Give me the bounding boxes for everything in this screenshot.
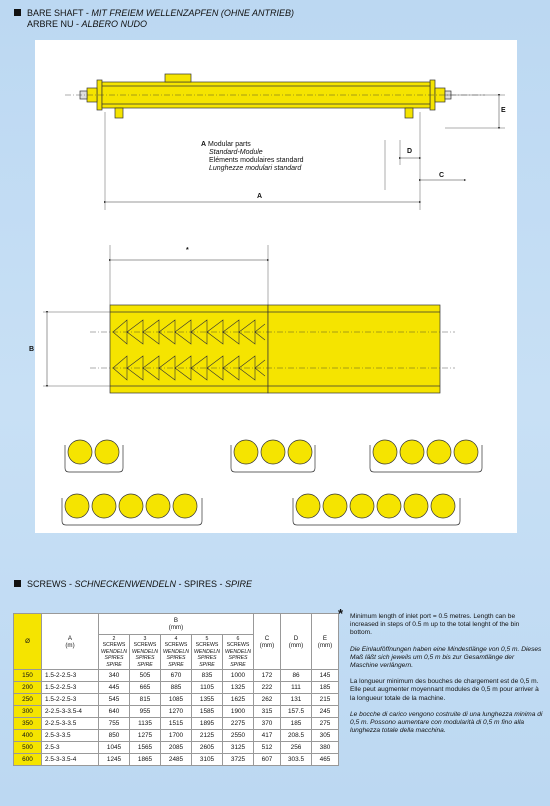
- col-header-d: D (mm): [281, 614, 312, 670]
- table-row: [14, 754, 339, 766]
- table-row: [14, 706, 339, 718]
- table-row: [14, 670, 339, 682]
- table-cell: 315: [254, 706, 281, 718]
- table-row: [14, 730, 339, 742]
- top-view: [43, 245, 455, 393]
- col-header-screws-3: 3 SCREWS WENDELN SPIRES SPIRE: [130, 635, 161, 670]
- table-row: [14, 742, 339, 754]
- table-cell: 835: [192, 670, 223, 682]
- table-cell: 2.5-3: [42, 742, 99, 754]
- table-cell: 275: [312, 718, 339, 730]
- row-diameter-cell: 300: [14, 706, 42, 718]
- table-cell: 2605: [192, 742, 223, 754]
- table-cell: 955: [130, 706, 161, 718]
- table-cell: 417: [254, 730, 281, 742]
- table-cell: 2125: [192, 730, 223, 742]
- table-cell: 222: [254, 682, 281, 694]
- table-row: [14, 682, 339, 694]
- table-cell: 1355: [192, 694, 223, 706]
- row-diameter-cell: 150: [14, 670, 42, 682]
- table-cell: 640: [99, 706, 130, 718]
- dim-label-star: *: [186, 247, 189, 254]
- table-cell: 185: [312, 682, 339, 694]
- notes-block: [338, 606, 543, 743]
- note-english: Minimum length of inlet port = 0.5 metres. Length can be increased in steps of 0.5 m up to the total lenght of the bin bottom.: [350, 613, 520, 637]
- table-cell: 665: [130, 682, 161, 694]
- section-subheader-arbre-nu: ARBRE NU - ALBERO NUDO: [27, 19, 148, 29]
- col-header-b: B (mm): [99, 614, 254, 635]
- table-cell: 1.5-2-2.5-3: [42, 682, 99, 694]
- dim-label-d: D: [407, 148, 413, 155]
- table-cell: 3725: [223, 754, 254, 766]
- table-cell: 850: [99, 730, 130, 742]
- table-cell: 2-2.5-3-3.5-4: [42, 706, 99, 718]
- row-diameter-cell: 200: [14, 682, 42, 694]
- col-header-screws-4: 4 SCREWS WENDELN SPIRES SPIRE: [161, 635, 192, 670]
- table-cell: 256: [281, 742, 312, 754]
- table-cell: 465: [312, 754, 339, 766]
- table-cell: 370: [254, 718, 281, 730]
- table-cell: 607: [254, 754, 281, 766]
- table-cell: 262: [254, 694, 281, 706]
- cross-sections: [62, 440, 482, 525]
- table-cell: 157.5: [281, 706, 312, 718]
- table-cell: 1900: [223, 706, 254, 718]
- table-cell: 111: [281, 682, 312, 694]
- table-cell: 2-2.5-3-3.5: [42, 718, 99, 730]
- table-cell: 1045: [99, 742, 130, 754]
- table-cell: 1135: [130, 718, 161, 730]
- table-cell: 1.5-2-2.5-3: [42, 670, 99, 682]
- screw-spec-table: [13, 613, 339, 766]
- table-cell: 3125: [223, 742, 254, 754]
- table-cell: 145: [312, 670, 339, 682]
- table-cell: 1000: [223, 670, 254, 682]
- section-header-screws: SCREWS - SCHNECKENWENDELN - SPIRES - SPIRE: [14, 579, 252, 590]
- table-cell: 1865: [130, 754, 161, 766]
- col-header-screws-6: 6 SCREWS WENDELN SPIRES SPIRE: [223, 635, 254, 670]
- col-header-screws-5: 5 SCREWS WENDELN SPIRES SPIRE: [192, 635, 223, 670]
- table-cell: 303.5: [281, 754, 312, 766]
- table-cell: 885: [161, 682, 192, 694]
- technical-drawing-panel: [29, 40, 517, 533]
- table-cell: 2.5-3-3.5: [42, 730, 99, 742]
- row-diameter-cell: 500: [14, 742, 42, 754]
- note-french: La longueur minimum des bouches de chargement est de 0,5 m. Elle peut augmenter moyennant modules de 0,5 m pour arriver à la longueur totale de la machine.: [350, 678, 539, 702]
- table-cell: 3105: [192, 754, 223, 766]
- table-cell: 512: [254, 742, 281, 754]
- table-cell: 215: [312, 694, 339, 706]
- table-cell: 2485: [161, 754, 192, 766]
- table-cell: 445: [99, 682, 130, 694]
- col-header-a: A (m): [42, 614, 99, 670]
- table-cell: 305: [312, 730, 339, 742]
- table-row: [14, 694, 339, 706]
- note-german: Die Einlauföffnungen haben eine Mindestlänge von 0,5 m. Dieses Maß läßt sich jeweils um 0,5 m bis zur Gesamtlänge der Maschine verlängern.: [350, 645, 542, 670]
- row-diameter-cell: 350: [14, 718, 42, 730]
- table-cell: 1105: [192, 682, 223, 694]
- row-diameter-cell: 250: [14, 694, 42, 706]
- table-cell: 815: [130, 694, 161, 706]
- table-cell: 86: [281, 670, 312, 682]
- table-cell: 505: [130, 670, 161, 682]
- section-header-bare-shaft: BARE SHAFT - MIT FREIEM WELLENZAPFEN (OHNE ANTRIEB): [14, 8, 294, 19]
- dim-label-e: E: [501, 107, 506, 114]
- table-cell: 131: [281, 694, 312, 706]
- dim-label-c: C: [439, 172, 445, 179]
- table-cell: 380: [312, 742, 339, 754]
- table-cell: 245: [312, 706, 339, 718]
- table-cell: 208.5: [281, 730, 312, 742]
- table-cell: 2275: [223, 718, 254, 730]
- table-cell: 1565: [130, 742, 161, 754]
- table-cell: 1085: [161, 694, 192, 706]
- table-cell: 1515: [161, 718, 192, 730]
- table-cell: 1245: [99, 754, 130, 766]
- dim-label-a: A: [257, 193, 263, 200]
- row-diameter-cell: 600: [14, 754, 42, 766]
- table-row: [14, 718, 339, 730]
- table-cell: 2550: [223, 730, 254, 742]
- bullet-square-icon: [14, 580, 21, 587]
- table-cell: 1275: [130, 730, 161, 742]
- table-cell: 1325: [223, 682, 254, 694]
- table-cell: 1.5-2-2.5-3: [42, 694, 99, 706]
- table-cell: 1625: [223, 694, 254, 706]
- table-cell: 185: [281, 718, 312, 730]
- table-cell: 340: [99, 670, 130, 682]
- note-italian: Le bocche di carico vengono costruite di una lunghezza minima di 0,5 m. Possono aumentare con modularità di 0,5 m fino alla lunghezza totale della macchina.: [350, 710, 543, 735]
- table-cell: 1895: [192, 718, 223, 730]
- col-header-e: E (mm): [312, 614, 339, 670]
- table-cell: 172: [254, 670, 281, 682]
- table-cell: 545: [99, 694, 130, 706]
- table-cell: 2.5-3-3.5-4: [42, 754, 99, 766]
- table-cell: 1585: [192, 706, 223, 718]
- dim-label-b: B: [29, 346, 35, 353]
- col-header-screws-2: 2 SCREWS WENDELN SPIRES SPIRE: [99, 635, 130, 670]
- technical-drawing: [35, 40, 517, 533]
- modular-parts-legend: A Modular parts Standard-Module Eléments modulaires standard Lunghezze modulari standard: [201, 141, 304, 172]
- bullet-square-icon: [14, 9, 21, 16]
- table-cell: 2085: [161, 742, 192, 754]
- table-cell: 1700: [161, 730, 192, 742]
- table-cell: 755: [99, 718, 130, 730]
- row-diameter-cell: 400: [14, 730, 42, 742]
- col-header-c: C (mm): [254, 614, 281, 670]
- col-header-diameter: Ø: [14, 614, 42, 670]
- table-cell: 670: [161, 670, 192, 682]
- asterisk-icon: *: [338, 606, 344, 621]
- table-cell: 1270: [161, 706, 192, 718]
